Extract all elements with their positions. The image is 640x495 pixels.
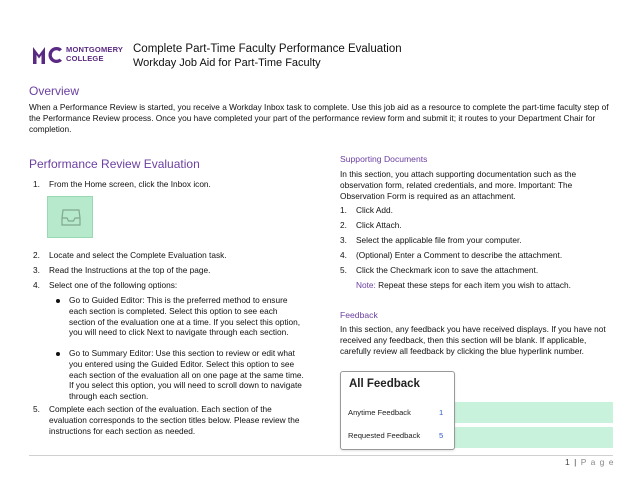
- evaluation-step-5: 5. Complete each section of the evaluation. Each section of the evaluation corresponds to the section titles below. Please review the instructions for each section as needed.: [33, 404, 300, 436]
- supporting-note: [356, 280, 616, 291]
- evaluation-heading: Performance Review Evaluation: [29, 157, 200, 171]
- all-feedback-title: All Feedback: [349, 378, 420, 390]
- mc-logo-mark: [33, 46, 63, 64]
- document-title: Complete Part-Time Faculty Performance Evaluation: [133, 43, 402, 55]
- option-guided-editor: Go to Guided Editor: This is the preferred method to ensure each section is completed. Select this option to see each section of the evaluation one at a time. If you select this option, you will need to click Next to navigate through each section.: [56, 295, 306, 338]
- option-summary-editor: Go to Summary Editor: Use this section to review or edit what you entered using the Guided Editor. Select this option to see each section of the evaluation all on one page at the same time. If you select this option, you will need to scroll down to navigate through each section.: [56, 348, 306, 402]
- overview-paragraph: When a Performance Review is started, you receive a Workday Inbox task to complete. Use this job aid as a resource to complete the part-time faculty step of the Performance Review process. Once you have completed your part of the performance review form and submit it; it routes to your Department Chair for completion.: [29, 102, 609, 134]
- document-subtitle: Workday Job Aid for Part-Time Faculty: [133, 57, 321, 69]
- montgomery-college-logo: [33, 44, 128, 66]
- page-number: 1: [565, 457, 571, 467]
- feedback-row-highlight: [455, 427, 613, 448]
- anytime-feedback-count-link[interactable]: 1: [439, 408, 444, 417]
- supporting-documents-heading: Supporting Documents: [340, 154, 428, 164]
- note-text: Repeat these steps for each item you wish to attach.: [378, 280, 571, 290]
- feedback-row-highlight: [455, 402, 613, 423]
- inbox-icon: [61, 209, 81, 226]
- page-footer: [565, 457, 615, 467]
- logo-line-2: COLLEGE: [66, 53, 104, 63]
- inbox-icon-screenshot: [47, 196, 93, 238]
- overview-heading: Overview: [29, 84, 80, 98]
- logo-line-1: MONTGOMERY: [66, 45, 124, 54]
- feedback-paragraph: In this section, any feedback you have received displays. If you have not received any feedback, then this section will be blank. If applicable, carefully review all feedback by clicking the blue hyperlink number.: [340, 324, 606, 356]
- note-label: Note:: [356, 280, 376, 290]
- requested-feedback-count-link[interactable]: 5: [439, 431, 444, 440]
- footer-divider: [29, 455, 613, 456]
- requested-feedback-label: Requested Feedback: [348, 431, 421, 440]
- page-label: P a g e: [580, 457, 615, 467]
- anytime-feedback-label: Anytime Feedback: [348, 408, 411, 417]
- all-feedback-card: [340, 371, 455, 450]
- supporting-documents-paragraph: In this section, you attach supporting documentation such as the observation form, related credentials, and more. Important: The Observation Form is required as an attachment.: [340, 169, 577, 201]
- feedback-heading: Feedback: [340, 310, 378, 320]
- page-separator: |: [574, 457, 578, 467]
